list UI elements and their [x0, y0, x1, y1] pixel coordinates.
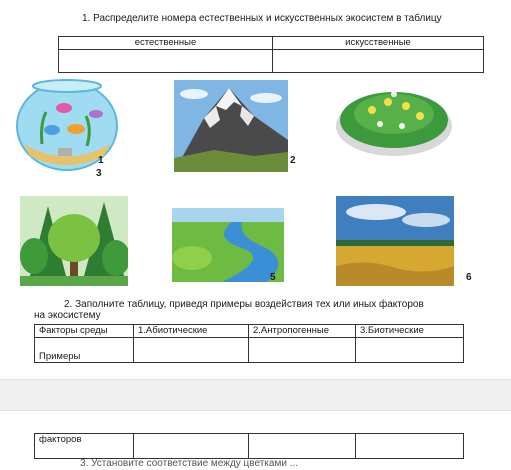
- ecosystems-table: [58, 36, 484, 73]
- task3-text-cut: 3. Установите соответствие между цветками ...: [80, 458, 299, 469]
- natural-header: естественные: [59, 37, 273, 50]
- natural-cell[interactable]: [59, 50, 273, 73]
- factors-table: [34, 324, 464, 363]
- abiotic-header: 1.Абиотические: [134, 325, 249, 338]
- task2-text: 2. Заполните таблицу, приведя примеры воздействия тех или иных факторов: [64, 299, 424, 310]
- task1-text: 1. Распределите номера естественных и искусственных экосистем в таблицу: [82, 13, 442, 24]
- aquarium-label-3: 3: [96, 168, 102, 179]
- biotic-header: 3.Биотические: [356, 325, 464, 338]
- artificial-cell[interactable]: [273, 50, 484, 73]
- abiotic-cell[interactable]: [134, 338, 249, 363]
- page-gap: [0, 379, 511, 411]
- field-label: 6: [466, 272, 472, 283]
- anthropogenic-header: 2.Антропогенные: [249, 325, 356, 338]
- task2-text-cont: на экосистему: [34, 310, 101, 321]
- continued-cell-3[interactable]: [249, 434, 356, 459]
- artificial-header: искусственные: [273, 37, 484, 50]
- continued-cell-2[interactable]: [134, 434, 249, 459]
- factors-table-continued: [34, 433, 464, 459]
- factors-continued-cell: факторов: [35, 434, 134, 459]
- river-label: 5: [270, 272, 276, 283]
- examples-label: Примеры: [35, 338, 134, 363]
- continued-cell-4[interactable]: [356, 434, 464, 459]
- mountain-label: 2: [290, 155, 296, 166]
- field-image: [336, 196, 454, 286]
- forest-image: [20, 196, 128, 286]
- mountain-image: [174, 80, 288, 172]
- aquarium-label-1: 1: [98, 155, 104, 166]
- river-image: [172, 208, 284, 282]
- factors-header: Факторы среды: [35, 325, 134, 338]
- flowerbed-image: [332, 80, 456, 160]
- anthropogenic-cell[interactable]: [249, 338, 356, 363]
- biotic-cell[interactable]: [356, 338, 464, 363]
- aquarium-image: [12, 74, 122, 174]
